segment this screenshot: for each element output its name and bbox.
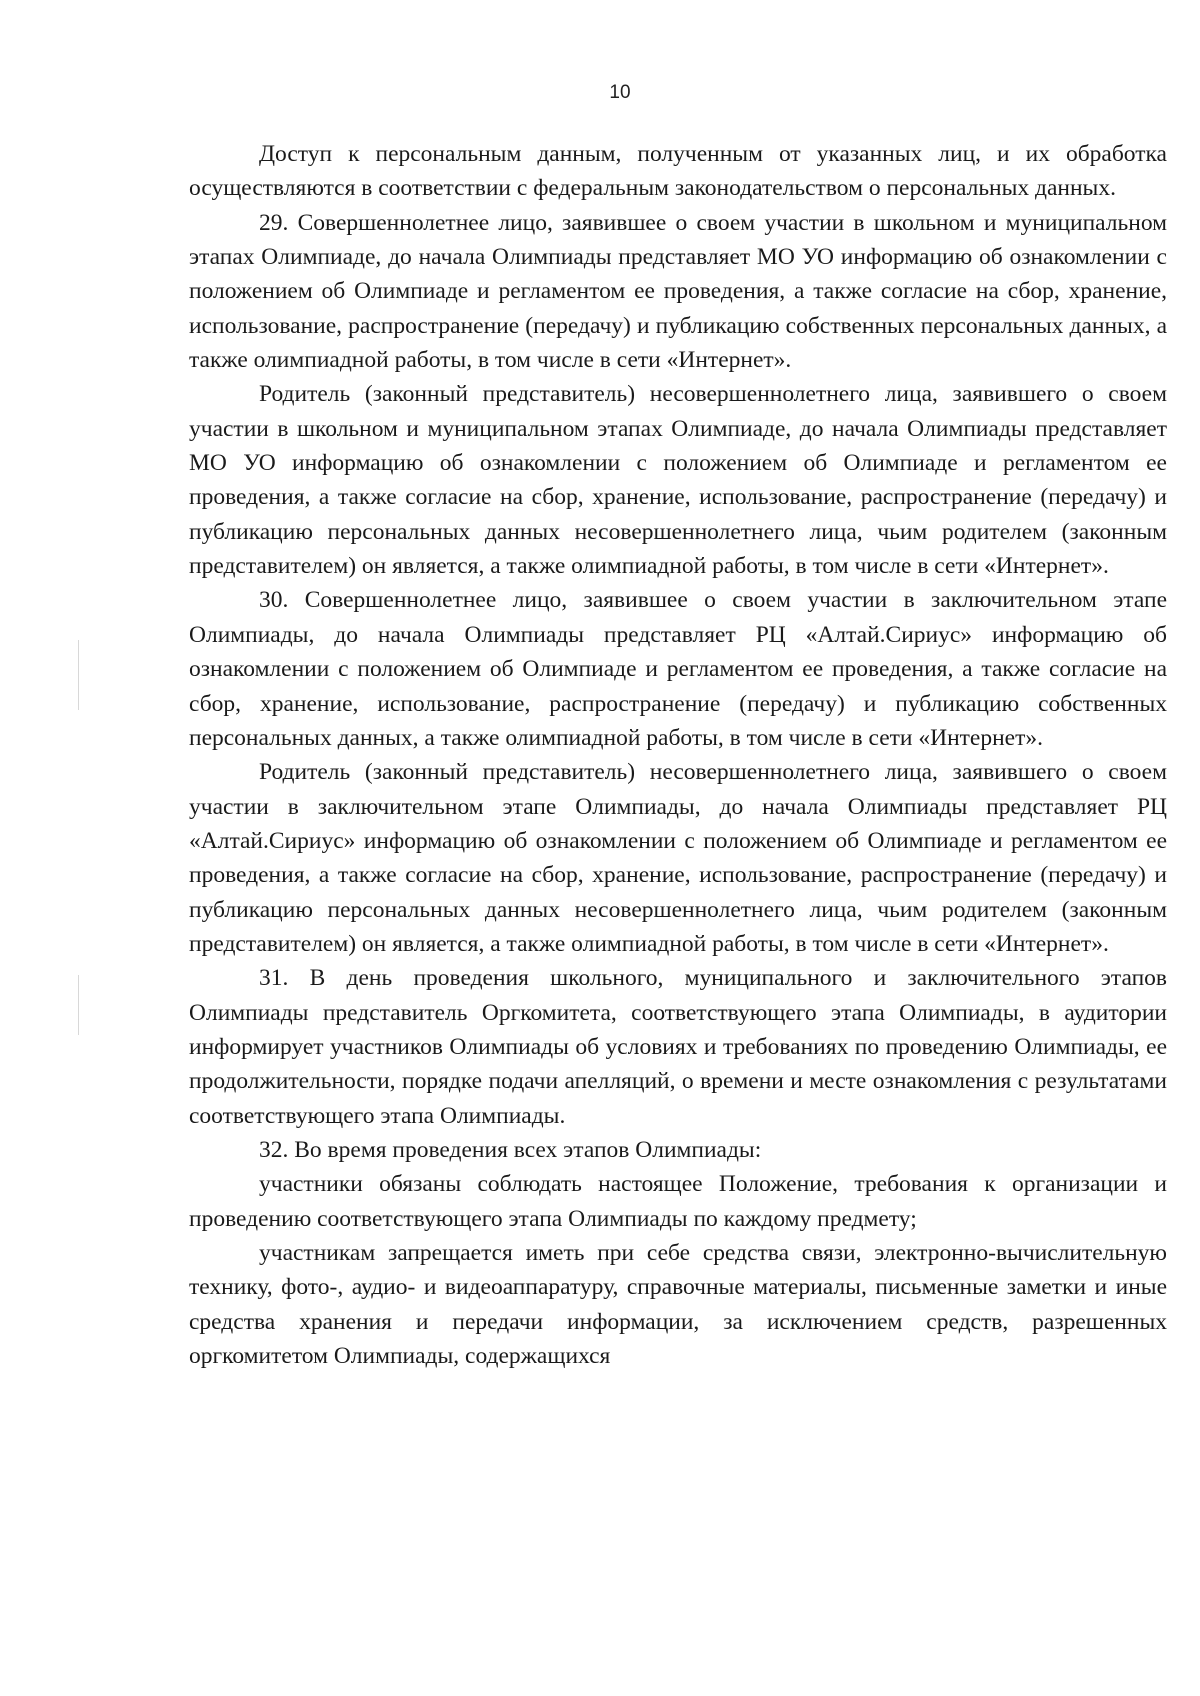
paragraph-29: 29. Совершеннолетнее лицо, заявившее о своем участии в школьном и муниципальном этапах Олимпиаде, до начала Олимпиады представляет МО УО информацию об ознакомлении с положением об Олимпиаде и регламентом ее проведения, а также согласие на сбор, хранение, использование, распространение (передачу) и публикацию собственных персональных данных, а также олимпиадной работы, в том числе в сети «Интернет». [189, 209, 1167, 374]
page-number: 10 [609, 82, 631, 103]
paragraph-32: 32. Во время проведения всех этапов Олимпиады: [259, 1136, 762, 1163]
paragraph-30: 30. Совершеннолетнее лицо, заявившее о своем участии в заключительном этапе Олимпиады, до начала Олимпиады представляет РЦ «Алтай.Сириус» информацию об ознакомлении с положением об Олимпиаде и регламентом ее проведения, а также согласие на сбор, хранение, использование, распространение (передачу) и публикацию собственных персональных данных, а также олимпиадной работы, в том числе в сети «Интернет». [189, 587, 1167, 751]
paragraph-parent-final-stage: Родитель (законный представитель) несовершеннолетнего лица, заявившего о своем участии в заключительном этапе Олимпиады, до начала Олимпиады представляет РЦ «Алтай.Сириус» информацию об ознакомлении с положением об Олимпиаде и регламентом ее проведения, а также согласие на сбор, хранение, использование, распространение (передачу) и публикацию персональных данных несовершеннолетнего лица, чьим родителем (законным представителем) он является, а также олимпиадной работы, в том числе в сети «Интернет». [189, 759, 1167, 957]
paragraph-personal-data-access: Доступ к персональным данным, полученным от указанных лиц, и их обработка осуществляются в соответствии с федеральным законодательством о персональных данных. [189, 141, 1167, 202]
document-body [189, 137, 1167, 1373]
paragraph-parent-school-stage: Родитель (законный представитель) несовершеннолетнего лица, заявившего о своем участии в школьном и муниципальном этапах Олимпиаде, до начала Олимпиады представляет МО УО информацию об ознакомлении с положением об Олимпиаде и регламентом ее проведения, а также согласие на сбор, хранение, использование, распространение (передачу) и публикацию персональных данных несовершеннолетнего лица, чьим родителем (законным представителем) он является, а также олимпиадной работы, в том числе в сети «Интернет». [189, 381, 1167, 580]
paragraph-participants-prohibited: участникам запрещается иметь при себе средства связи, электронно-вычислительную технику, фото-, аудио- и видеоаппаратуру, справочные материалы, письменные заметки и иные средства хранения и передачи информации, за исключением средств, разрешенных оргкомитетом Олимпиады, содержащихся [189, 1240, 1167, 1370]
paragraph-31: 31. В день проведения школьного, муниципального и заключительного этапов Олимпиады представитель Оргкомитета, соответствующего этапа Олимпиады, в аудитории информирует участников Олимпиады об условиях и требованиях по проведению Олимпиады, ее продолжительности, порядке подачи апелляций, о времени и месте ознакомления с результатами соответствующего этапа Олимпиады. [189, 965, 1167, 1129]
scan-artifact-line [78, 640, 79, 710]
paragraph-participants-obliged: участники обязаны соблюдать настоящее Положение, требования к организации и проведению соответствующего этапа Олимпиады по каждому предмету; [189, 1171, 1167, 1232]
scan-artifact-line [78, 975, 79, 1035]
